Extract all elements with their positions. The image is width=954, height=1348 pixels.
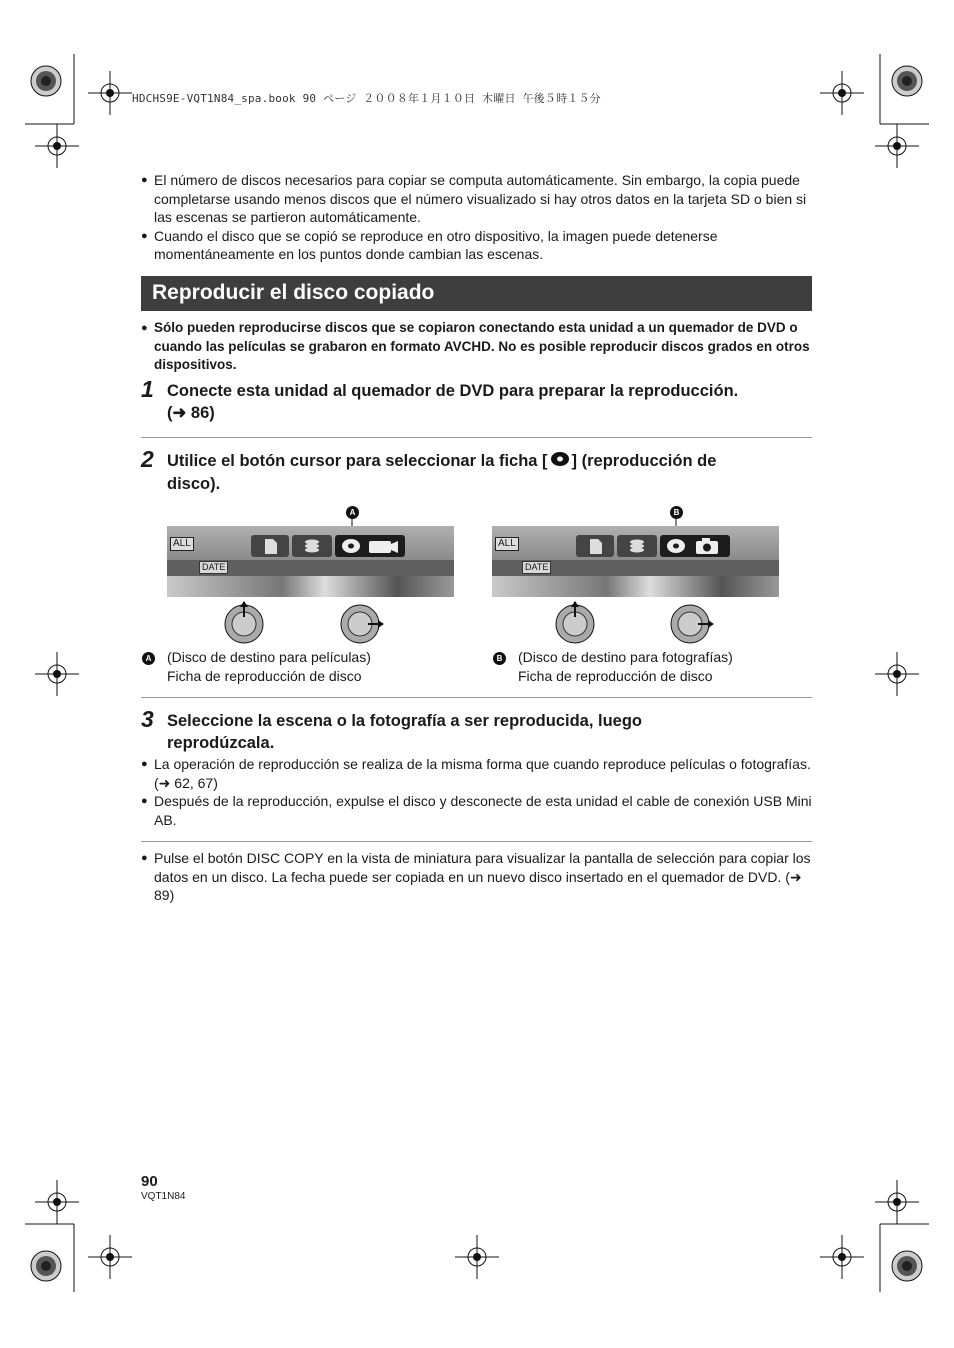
list-item: ● Cuando el disco que se copió se reproduce en otro dispositivo, la imagen puede detenerse momentáneamente en los puntos donde cambian las escenas. [141,227,718,262]
caption-label-b: B [493,652,506,665]
step-number-1: 1 [141,376,154,402]
intro-bullets [141,171,813,264]
caption-label-a: A [142,652,155,665]
bullet-dot-icon: ● [141,758,148,770]
section-title: Reproducir el disco copiado [152,281,435,304]
page-number: 90 [141,1173,158,1190]
cursor-button-icon [668,601,716,646]
bullet-dot-icon: ● [141,795,148,807]
caption-a: (Disco de destino para películas) Ficha de reproducción de disco [167,649,371,684]
thumbnail-strip [167,576,454,597]
bullet-dot-icon: ● [141,852,148,864]
all-label: ALL [170,537,194,551]
cursor-button-icon [553,601,598,646]
bullet-dot-icon: ● [141,322,148,334]
bullet-dot-icon: ● [141,229,148,242]
figure-label-a: A [346,506,359,519]
stack-icon [617,535,657,557]
step-number-3: 3 [141,706,154,732]
final-bullets [141,849,813,905]
note-bullets [141,319,813,375]
date-label: DATE [522,561,551,574]
screen-photos-disc-tab [492,526,779,597]
step-1-text: Conecte esta unidad al quemador de DVD para preparar la reproducción. (➜ 86) [167,382,739,422]
caption-b: (Disco de destino para fotografías) Ficha de reproducción de disco [518,649,733,684]
cursor-button-icon [338,601,386,646]
list-item: ● Sólo pueden reproducirse discos que se copiaron conectando esta unidad a un quemador de DVD o cuando las películas se grabaron en formato AVCHD. No es posible reproducir discos grados en otros dispositivos. [141,320,810,372]
file-header-line: HDCHS9E-VQT1N84_spa.book 90 ページ ２００８年１月１０日 木曜日 午後５時１５分 [132,92,601,105]
disc-playback-tab [335,535,405,557]
cursor-button-icon [222,601,267,646]
list-item: ● La operación de reproducción se realiza de la misma forma que cuando reproduce películas o fotografías. (➜ 62, 67) [141,756,811,791]
divider [141,437,812,438]
card-icon [576,535,614,557]
step-3-text: Seleccione la escena o la fotografía a ser reproducida, luego reprodúzcala. [167,712,642,752]
section-title-banner [141,276,812,311]
step-number-2: 2 [141,446,154,472]
list-item: ● Después de la reproducción, expulse el disco y desconecte de esta unidad el cable de conexión USB Mini AB. [141,793,812,828]
screen-movies-disc-tab [167,526,454,597]
all-label: ALL [495,537,519,551]
thumbnail-strip [492,576,779,597]
figure-label-b: B [670,506,683,519]
stack-icon [292,535,332,557]
step3-bullets [141,755,813,829]
disc-icon [550,451,570,473]
divider [141,841,812,842]
list-item: ● El número de discos necesarios para copiar se computa automáticamente. Sin embargo, la copia puede completarse usando menos discos que el número visualizado si hay otros datos en la tarjeta SD o bien si las escenas se partieron automáticamente. [141,172,807,225]
date-label: DATE [199,561,228,574]
disc-playback-tab [660,535,730,557]
document-code: VQT1N84 [141,1191,186,1202]
card-icon [251,535,289,557]
bullet-dot-icon: ● [141,174,148,186]
divider [141,697,812,698]
step-2-text: Utilice el botón cursor para seleccionar la ficha [ ] (reproducción de disco). [167,452,717,493]
list-item: ● Pulse el botón DISC COPY en la vista de miniatura para visualizar la pantalla de selección para copiar los datos en un disco. La fecha puede ser copiada en un nuevo disco insertado en el quemador de DVD. (➜ 89) [141,850,811,903]
